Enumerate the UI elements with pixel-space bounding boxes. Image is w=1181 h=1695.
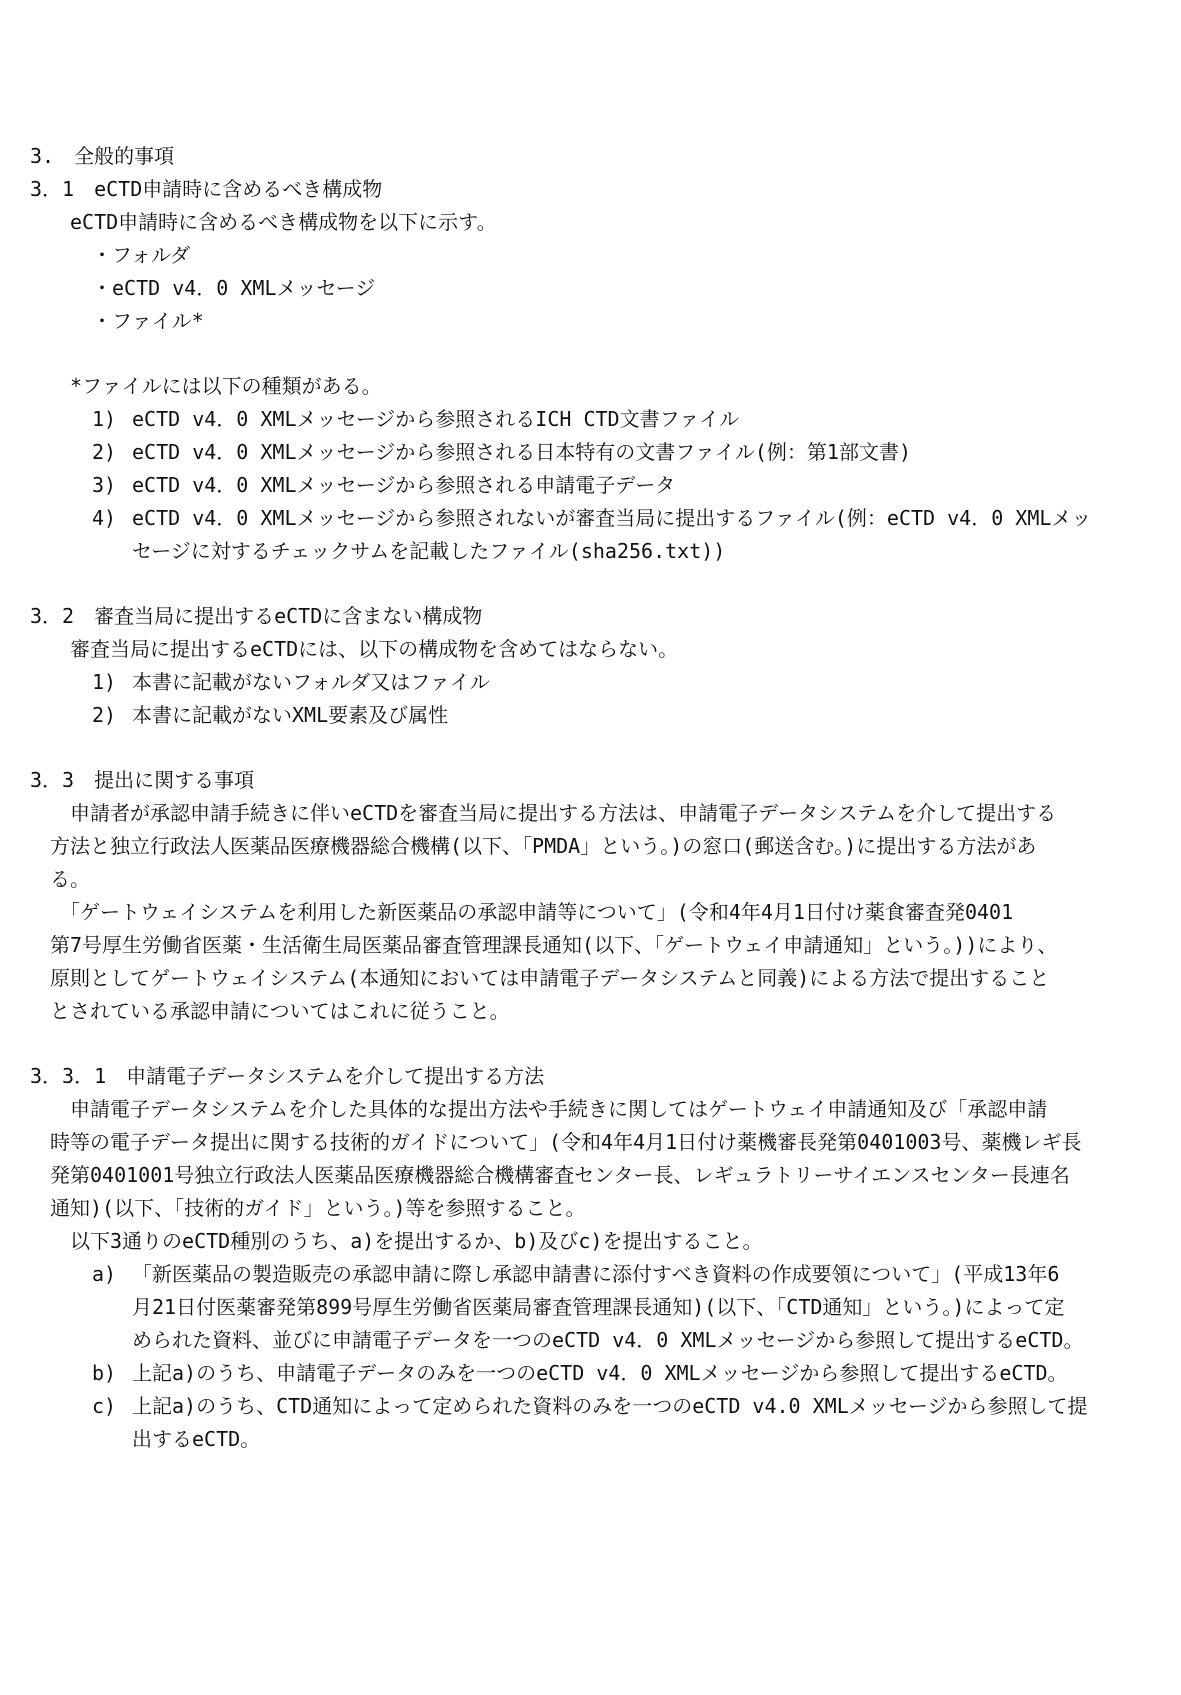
- paragraph-line: 方法と独立行政法人医薬品医療機器総合機構(以下、「PMDA」という。)の窓口(郵送含む。)に提出する方法があ: [50, 834, 1037, 858]
- list-item-number: 1): [92, 407, 117, 431]
- bullet-item: ・ファイル*: [92, 309, 204, 333]
- section-title: 3. 全般的事項: [30, 144, 175, 168]
- list-item-text: eCTD v4．0 XMLメッセージから参照される申請電子データ: [132, 473, 676, 497]
- section-3-1-heading: 3．1 eCTD申請時に含めるべき構成物: [30, 177, 383, 201]
- paragraph-line: 発第0401001号独立行政法人医薬品医療機器総合機構審査センター長、レギュラトリーサイエンスセンター長連名: [50, 1163, 1070, 1187]
- list-item-text-continued: 出するeCTD。: [132, 1427, 261, 1451]
- list-item-text: 「新医薬品の製造販売の承認申請に際し承認申請書に添付すべき資料の作成要領について」(平成13年6: [132, 1262, 1060, 1286]
- list-item-number: 2): [92, 440, 117, 464]
- section-3-3-heading: 3．3 提出に関する事項: [30, 768, 255, 792]
- list-item-number: a): [92, 1262, 117, 1286]
- paragraph-line: とされている承認申請についてはこれに従うこと。: [50, 999, 510, 1023]
- list-item-text: 上記a)のうち、CTD通知によって定められた資料のみを一つのeCTD v4.0 XMLメッセージから参照して提: [132, 1394, 1088, 1418]
- list-item-text: 上記a)のうち、申請電子データのみを一つのeCTD v4．0 XMLメッセージから参照して提出するeCTD。: [132, 1361, 1068, 1385]
- file-types-note: *ファイルには以下の種類がある。: [70, 374, 382, 398]
- list-item-number: 2): [92, 703, 117, 727]
- list-item-text: eCTD v4．0 XMLメッセージから参照されないが審査当局に提出するファイル(例：eCTD v4．0 XMLメッ: [132, 506, 1092, 530]
- paragraph-line: 「ゲートウェイシステムを利用した新医薬品の承認申請等について」(令和4年4月1日付け薬食審査発0401: [60, 900, 1014, 924]
- list-item-text: eCTD v4．0 XMLメッセージから参照される日本特有の文書ファイル(例：第1部文書): [132, 440, 912, 464]
- section-3-1-intro: eCTD申請時に含めるべき構成物を以下に示す。: [70, 210, 497, 234]
- section-3-2-intro: 審査当局に提出するeCTDには、以下の構成物を含めてはならない。: [70, 637, 679, 661]
- list-item-number: b): [92, 1361, 117, 1385]
- section-3-3-1-heading: 3．3．1 申請電子データシステムを介して提出する方法: [30, 1064, 545, 1088]
- list-item-number: 4): [92, 506, 117, 530]
- paragraph-line: 原則としてゲートウェイシステム(本通知においては申請電子データシステムと同義)による方法で提出すること: [50, 966, 1050, 990]
- list-item-number: 1): [92, 670, 117, 694]
- list-item-number: c): [92, 1394, 117, 1418]
- paragraph-line: 以下3通りのeCTD種別のうち、a)を提出するか、b)及びc)を提出すること。: [70, 1229, 763, 1253]
- list-item-number: 3): [92, 473, 117, 497]
- list-item-text: 本書に記載がないフォルダ又はファイル: [132, 670, 490, 694]
- paragraph-line: る。: [50, 867, 90, 891]
- section-3-2-heading: 3．2 審査当局に提出するeCTDに含まない構成物: [30, 604, 483, 628]
- bullet-item: ・フォルダ: [92, 243, 191, 267]
- paragraph-line: 申請者が承認申請手続きに伴いeCTDを審査当局に提出する方法は、申請電子データシステムを介して提出する: [70, 801, 1057, 825]
- list-item-text: 本書に記載がないXML要素及び属性: [132, 703, 449, 727]
- list-item-text-continued: められた資料、並びに申請電子データを一つのeCTD v4．0 XMLメッセージから参照して提出するeCTD。: [132, 1328, 1084, 1352]
- list-item-text-continued: 月21日付医薬審発第899号厚生労働省医薬局審査管理課長通知)(以下、「CTD通知」という。)によって定: [132, 1295, 1065, 1319]
- paragraph-line: 第7号厚生労働省医薬・生活衛生局医薬品審査管理課長通知(以下、「ゲートウェイ申請通知」という。))により、: [50, 933, 1058, 957]
- bullet-item: ・eCTD v4．0 XMLメッセージ: [92, 276, 376, 300]
- list-item-text-continued: セージに対するチェックサムを記載したファイル(sha256.txt)): [132, 539, 726, 563]
- paragraph-line: 申請電子データシステムを介した具体的な提出方法や手続きに関してはゲートウェイ申請通知及び「承認申請: [70, 1097, 1048, 1121]
- paragraph-line: 時等の電子データ提出に関する技術的ガイドについて」(令和4年4月1日付け薬機審長発第0401003号、薬機レギ長: [50, 1130, 1082, 1154]
- paragraph-line: 通知)(以下、「技術的ガイド」という。)等を参照すること。: [50, 1196, 586, 1220]
- list-item-text: eCTD v4．0 XMLメッセージから参照されるICH CTD文書ファイル: [132, 407, 740, 431]
